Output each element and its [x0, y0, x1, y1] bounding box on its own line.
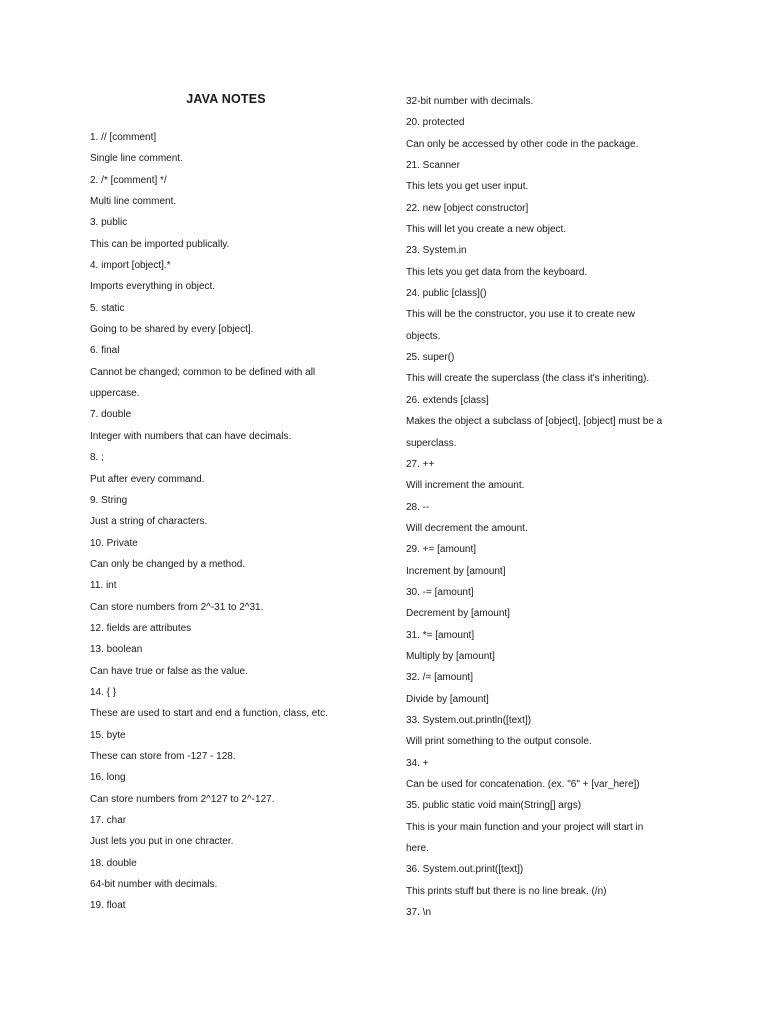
- note-line: 11. int: [90, 580, 117, 592]
- note-line: This prints stuff but there is no line break. (/n): [406, 885, 607, 897]
- note-line: 1. // [comment]: [90, 132, 157, 143]
- note-line: Will decrement the amount.: [406, 522, 528, 534]
- note-line: Integer with numbers that can have decimals.: [90, 430, 292, 442]
- note-line: Can only be changed by a method.: [90, 558, 246, 570]
- note-line: 29. += [amount]: [406, 544, 477, 556]
- note-line: Decrement by [amount]: [406, 608, 510, 620]
- note-line: 35. public static void main(String[] args): [406, 800, 582, 812]
- note-line: This lets you get data from the keyboard.: [406, 266, 588, 278]
- note-line: Imports everything in object.: [90, 281, 216, 293]
- note-line: 14. { }: [90, 686, 117, 698]
- note-line: 20. protected: [406, 117, 465, 129]
- note-line: 12. fields are attributes: [90, 622, 192, 634]
- note-line: 36. System.out.print([text]): [406, 864, 524, 876]
- note-line: superclass.: [406, 437, 457, 449]
- note-line: 37. \n: [406, 907, 432, 919]
- note-line: Just a string of characters.: [90, 516, 208, 528]
- note-line: 32. /= [amount]: [406, 672, 473, 684]
- note-line: This will let you create a new object.: [406, 224, 567, 236]
- note-line: 10. Private: [90, 537, 138, 549]
- note-line: Put after every command.: [90, 473, 205, 485]
- note-line: 8. ;: [90, 452, 104, 464]
- note-line: Can only be accessed by other code in the package.: [406, 138, 639, 150]
- note-line: Cannot be changed; common to be defined with all: [90, 366, 316, 378]
- note-line: This is your main function and your project will start in: [406, 821, 644, 833]
- note-line: 17. char: [90, 815, 127, 826]
- note-line: This lets you get user input.: [406, 181, 529, 193]
- note-line: 23. System.in: [406, 245, 467, 257]
- note-line: 34. +: [406, 757, 429, 769]
- note-line: Will increment the amount.: [406, 480, 525, 492]
- note-line: 26. extends [class]: [406, 394, 489, 406]
- note-line: 27. ++: [406, 458, 435, 470]
- note-line: 32-bit number with decimals.: [406, 96, 534, 107]
- note-line: 2. /* [comment] */: [90, 174, 167, 186]
- note-line: 33. System.out.println([text]): [406, 714, 532, 726]
- note-line: 7. double: [90, 409, 132, 421]
- note-line: 28. --: [406, 501, 430, 513]
- note-line: 4. import [object].*: [90, 260, 171, 272]
- note-line: 24. public [class](): [406, 288, 487, 300]
- note-line: Just lets you put in one chracter.: [90, 836, 234, 848]
- note-line: 19. float: [90, 900, 126, 912]
- note-line: here.: [406, 843, 429, 855]
- note-line: Multiply by [amount]: [406, 650, 495, 662]
- note-line: 15. byte: [90, 729, 126, 741]
- note-line: Can have true or false as the value.: [90, 665, 248, 677]
- note-line: 64-bit number with decimals.: [90, 879, 218, 891]
- note-line: Makes the object a subclass of [object], [object] must be a: [406, 416, 663, 428]
- page-title: JAVA NOTES: [186, 92, 266, 106]
- note-line: These can store from -127 - 128.: [90, 750, 236, 762]
- note-line: Can store numbers from 2^127 to 2^-127.: [90, 793, 275, 805]
- note-line: uppercase.: [90, 388, 140, 400]
- note-line: Can store numbers from 2^-31 to 2^31.: [90, 601, 264, 613]
- note-line: This will create the superclass (the class it's inheriting).: [406, 373, 650, 385]
- note-line: Will print something to the output console.: [406, 736, 592, 748]
- note-line: Can be used for concatenation. (ex. "6" + [var_here]): [406, 779, 640, 790]
- note-line: 9. String: [90, 494, 128, 506]
- note-line: 21. Scanner: [406, 160, 460, 172]
- note-line: Going to be shared by every [object].: [90, 324, 254, 336]
- note-line: 3. public: [90, 217, 128, 229]
- note-line: 30. -= [amount]: [406, 586, 474, 598]
- notes-left-column: [90, 127, 370, 917]
- note-line: 25. super(): [406, 352, 455, 364]
- note-line: 6. final: [90, 345, 120, 357]
- notes-right-column: [406, 91, 696, 923]
- note-line: These are used to start and end a function, class, etc.: [90, 708, 328, 720]
- note-line: objects.: [406, 330, 441, 342]
- note-line: This will be the constructor, you use it to create new: [406, 309, 635, 321]
- note-line: 13. boolean: [90, 644, 143, 656]
- note-line: This can be imported publically.: [90, 238, 230, 250]
- note-line: Multi line comment.: [90, 196, 177, 208]
- note-line: 18. double: [90, 857, 137, 869]
- note-line: 16. long: [90, 772, 126, 784]
- note-line: 22. new [object constructor]: [406, 202, 529, 214]
- note-line: Increment by [amount]: [406, 565, 506, 577]
- note-line: 31. *= [amount]: [406, 629, 475, 641]
- note-line: 5. static: [90, 302, 125, 314]
- note-line: Divide by [amount]: [406, 693, 489, 705]
- note-line: Single line comment.: [90, 153, 183, 165]
